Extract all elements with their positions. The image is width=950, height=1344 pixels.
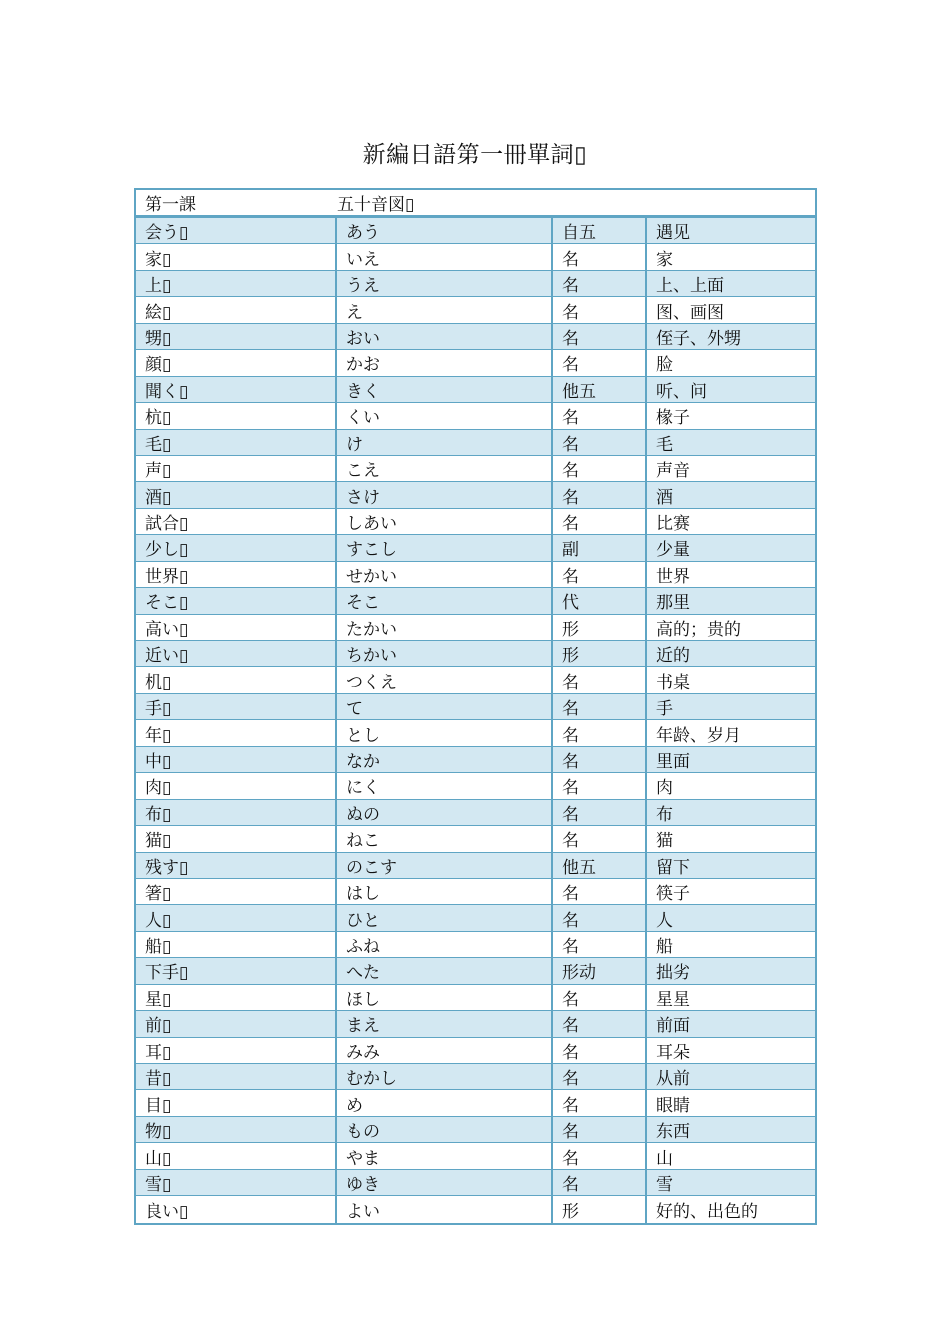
table-row xyxy=(136,985,815,1011)
word-cell: そこ▯ xyxy=(136,588,337,613)
pos-cell: 名 xyxy=(553,297,647,322)
reading-cell: いえ xyxy=(337,244,553,269)
reading-cell: おい xyxy=(337,324,553,349)
word-cell: 試合▯ xyxy=(136,509,337,534)
pos-cell: 形 xyxy=(553,615,647,640)
table-row xyxy=(136,1117,815,1143)
table-row xyxy=(136,667,815,693)
pos-cell: 他五 xyxy=(553,377,647,402)
pos-cell: 名 xyxy=(553,800,647,825)
meaning-cell: 家 xyxy=(656,249,673,270)
reading-cell: ちかい xyxy=(337,641,553,666)
pos-cell: 名 xyxy=(553,403,647,428)
meaning-cell: 雪 xyxy=(656,1174,673,1195)
table-row xyxy=(136,615,815,641)
reading-cell: たかい xyxy=(337,615,553,640)
table-row xyxy=(136,1064,815,1090)
reading-cell: さけ xyxy=(337,482,553,507)
word-cell: 中▯ xyxy=(136,747,337,772)
reading-cell: きく xyxy=(337,377,553,402)
pos-cell: 名 xyxy=(553,905,647,930)
reading-cell: はし xyxy=(337,879,553,904)
word-cell: 毛▯ xyxy=(136,430,337,455)
pos-cell: 名 xyxy=(553,482,647,507)
pos-cell: 名 xyxy=(553,826,647,851)
meaning-cell: 耳朵 xyxy=(656,1042,690,1063)
reading-cell: なか xyxy=(337,747,553,772)
page-title: 新編日語第一冊單詞▯ xyxy=(362,142,588,168)
reading-cell: ひと xyxy=(337,905,553,930)
meaning-cell: 猫 xyxy=(656,831,673,852)
word-cell: 少し▯ xyxy=(136,535,337,560)
reading-cell: え xyxy=(337,297,553,322)
word-cell: 残す▯ xyxy=(136,853,337,878)
word-cell: 杭▯ xyxy=(136,403,337,428)
reading-cell: のこす xyxy=(337,853,553,878)
pos-cell: 名 xyxy=(553,1143,647,1168)
reading-cell: ねこ xyxy=(337,826,553,851)
table-row xyxy=(136,562,815,588)
meaning-cell: 上、上面 xyxy=(656,276,724,297)
meaning-cell: 留下 xyxy=(656,857,690,878)
reading-cell: やま xyxy=(337,1143,553,1168)
word-cell: 山▯ xyxy=(136,1143,337,1168)
table-row xyxy=(136,244,815,270)
table-row xyxy=(136,747,815,773)
table-row xyxy=(136,800,815,826)
table-row xyxy=(136,403,815,429)
word-cell: 昔▯ xyxy=(136,1064,337,1089)
table-row xyxy=(136,1090,815,1116)
meaning-cell: 星星 xyxy=(656,989,690,1010)
word-cell: 家▯ xyxy=(136,244,337,269)
pos-cell: 名 xyxy=(553,720,647,745)
word-cell: 声▯ xyxy=(136,456,337,481)
table-row xyxy=(136,535,815,561)
reading-cell: つくえ xyxy=(337,667,553,692)
pos-cell: 形 xyxy=(553,641,647,666)
reading-cell: すこし xyxy=(337,535,553,560)
reading-cell: まえ xyxy=(337,1011,553,1036)
table-row xyxy=(136,641,815,667)
meaning-cell: 年龄、岁月 xyxy=(656,725,741,746)
word-cell: 顔▯ xyxy=(136,350,337,375)
pos-cell: 名 xyxy=(553,932,647,957)
word-cell: 目▯ xyxy=(136,1090,337,1115)
table-row xyxy=(136,1011,815,1037)
reading-cell: こえ xyxy=(337,456,553,481)
reading-cell: ゆき xyxy=(337,1170,553,1195)
pos-cell: 名 xyxy=(553,1170,647,1195)
word-cell: 机▯ xyxy=(136,667,337,692)
pos-cell: 名 xyxy=(553,1064,647,1089)
table-row xyxy=(136,932,815,958)
word-cell: 酒▯ xyxy=(136,482,337,507)
meaning-cell: 声音 xyxy=(656,461,690,482)
pos-cell: 名 xyxy=(553,1011,647,1036)
lesson-header-row xyxy=(136,190,815,218)
word-cell: 雪▯ xyxy=(136,1170,337,1195)
reading-cell: け xyxy=(337,430,553,455)
pos-cell: 名 xyxy=(553,985,647,1010)
table-row xyxy=(136,588,815,614)
table-row xyxy=(136,1196,815,1222)
reading-cell: そこ xyxy=(337,588,553,613)
pos-cell: 自五 xyxy=(553,218,647,243)
word-cell: 船▯ xyxy=(136,932,337,957)
pos-cell: 名 xyxy=(553,1038,647,1063)
meaning-cell: 图、画图 xyxy=(656,302,724,323)
meaning-cell: 听、问 xyxy=(656,381,707,402)
vocab-table xyxy=(134,188,817,1225)
word-cell: 良い▯ xyxy=(136,1196,337,1222)
word-cell: 人▯ xyxy=(136,905,337,930)
table-row xyxy=(136,1143,815,1169)
meaning-cell: 里面 xyxy=(656,751,690,772)
meaning-cell: 从前 xyxy=(656,1069,690,1090)
meaning-cell: 肉 xyxy=(656,778,673,799)
pos-cell: 名 xyxy=(553,1090,647,1115)
meaning-cell: 手 xyxy=(656,699,673,720)
table-row xyxy=(136,456,815,482)
reading-cell: ぬの xyxy=(337,800,553,825)
table-row xyxy=(136,218,815,244)
table-row xyxy=(136,720,815,746)
table-row xyxy=(136,482,815,508)
table-row xyxy=(136,324,815,350)
meaning-cell: 筷子 xyxy=(656,884,690,905)
reading-cell: て xyxy=(337,694,553,719)
meaning-cell: 好的、出色的 xyxy=(656,1201,758,1222)
pos-cell: 名 xyxy=(553,456,647,481)
pos-cell: 名 xyxy=(553,244,647,269)
word-cell: 上▯ xyxy=(136,271,337,296)
meaning-cell: 高的；贵的 xyxy=(656,619,741,640)
word-cell: 絵▯ xyxy=(136,297,337,322)
table-row xyxy=(136,297,815,323)
meaning-cell: 比赛 xyxy=(656,514,690,535)
table-row xyxy=(136,1038,815,1064)
meaning-cell: 酒 xyxy=(656,487,673,508)
meaning-cell: 前面 xyxy=(656,1016,690,1037)
vocab-rows xyxy=(136,218,815,1223)
reading-cell: みみ xyxy=(337,1038,553,1063)
word-cell: 年▯ xyxy=(136,720,337,745)
word-cell: 肉▯ xyxy=(136,773,337,798)
reading-cell: ふね xyxy=(337,932,553,957)
meaning-cell: 少量 xyxy=(656,540,690,561)
pos-cell: 名 xyxy=(553,271,647,296)
lesson-label: 第一課 xyxy=(145,195,196,215)
pos-cell: 名 xyxy=(553,747,647,772)
table-row xyxy=(136,879,815,905)
table-row xyxy=(136,773,815,799)
meaning-cell: 眼睛 xyxy=(656,1095,690,1116)
reading-cell: ほし xyxy=(337,985,553,1010)
word-cell: 耳▯ xyxy=(136,1038,337,1063)
word-cell: 前▯ xyxy=(136,1011,337,1036)
table-row xyxy=(136,509,815,535)
reading-cell: よい xyxy=(337,1196,553,1222)
meaning-cell: 遇见 xyxy=(656,223,690,244)
pos-cell: 副 xyxy=(553,535,647,560)
table-row xyxy=(136,377,815,403)
reading-cell: とし xyxy=(337,720,553,745)
word-cell: 星▯ xyxy=(136,985,337,1010)
pos-cell: 他五 xyxy=(553,853,647,878)
table-row xyxy=(136,853,815,879)
pos-cell: 形动 xyxy=(553,958,647,983)
pos-cell: 名 xyxy=(553,879,647,904)
pos-cell: 名 xyxy=(553,509,647,534)
reading-cell: むかし xyxy=(337,1064,553,1089)
reading-cell: へた xyxy=(337,958,553,983)
pos-cell: 名 xyxy=(553,1117,647,1142)
lesson-topic: 五十音図▯ xyxy=(337,195,415,215)
meaning-cell: 书桌 xyxy=(656,672,690,693)
table-row xyxy=(136,694,815,720)
meaning-cell: 那里 xyxy=(656,593,690,614)
reading-cell: もの xyxy=(337,1117,553,1142)
pos-cell: 名 xyxy=(553,562,647,587)
word-cell: 世界▯ xyxy=(136,562,337,587)
table-row xyxy=(136,350,815,376)
word-cell: 箸▯ xyxy=(136,879,337,904)
word-cell: 手▯ xyxy=(136,694,337,719)
pos-cell: 名 xyxy=(553,430,647,455)
meaning-cell: 世界 xyxy=(656,566,690,587)
pos-cell: 形 xyxy=(553,1196,647,1222)
table-row xyxy=(136,1170,815,1196)
pos-cell: 名 xyxy=(553,667,647,692)
meaning-cell: 毛 xyxy=(656,434,673,455)
table-row xyxy=(136,271,815,297)
word-cell: 下手▯ xyxy=(136,958,337,983)
meaning-cell: 船 xyxy=(656,937,673,958)
meaning-cell: 人 xyxy=(656,910,673,931)
meaning-cell: 东西 xyxy=(656,1122,690,1143)
word-cell: 会う▯ xyxy=(136,218,337,243)
word-cell: 猫▯ xyxy=(136,826,337,851)
pos-cell: 名 xyxy=(553,350,647,375)
reading-cell: うえ xyxy=(337,271,553,296)
reading-cell: め xyxy=(337,1090,553,1115)
word-cell: 物▯ xyxy=(136,1117,337,1142)
table-row xyxy=(136,826,815,852)
word-cell: 近い▯ xyxy=(136,641,337,666)
pos-cell: 名 xyxy=(553,694,647,719)
pos-cell: 代 xyxy=(553,588,647,613)
pos-cell: 名 xyxy=(553,773,647,798)
reading-cell: くい xyxy=(337,403,553,428)
meaning-cell: 近的 xyxy=(656,646,690,667)
table-row xyxy=(136,905,815,931)
meaning-cell: 拙劣 xyxy=(656,963,690,984)
meaning-cell: 布 xyxy=(656,804,673,825)
meaning-cell: 脸 xyxy=(656,355,673,376)
reading-cell: あう xyxy=(337,218,553,243)
word-cell: 布▯ xyxy=(136,800,337,825)
table-row xyxy=(136,430,815,456)
reading-cell: にく xyxy=(337,773,553,798)
word-cell: 聞く▯ xyxy=(136,377,337,402)
reading-cell: せかい xyxy=(337,562,553,587)
reading-cell: しあい xyxy=(337,509,553,534)
reading-cell: かお xyxy=(337,350,553,375)
word-cell: 高い▯ xyxy=(136,615,337,640)
word-cell: 甥▯ xyxy=(136,324,337,349)
table-row xyxy=(136,958,815,984)
meaning-cell: 山 xyxy=(656,1148,673,1169)
pos-cell: 名 xyxy=(553,324,647,349)
meaning-cell: 侄子、外甥 xyxy=(656,328,741,349)
meaning-cell: 椽子 xyxy=(656,408,690,429)
